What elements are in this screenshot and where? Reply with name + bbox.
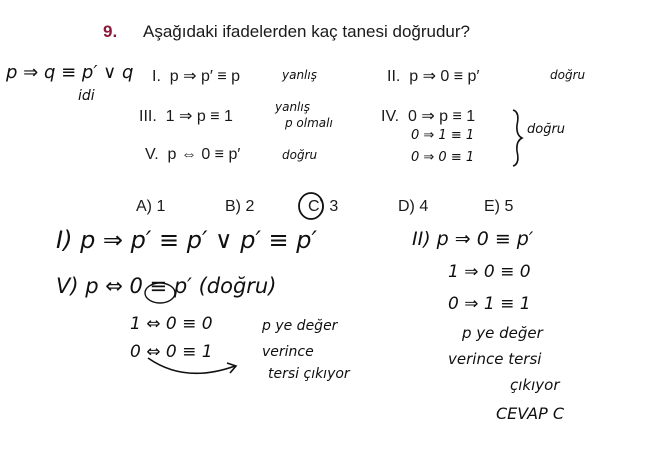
stmt4-brace — [513, 110, 522, 166]
work-ii-line1: 1 ⇒ 0 ≡ 0 — [448, 262, 531, 282]
option-a-value: 1 — [156, 198, 166, 215]
option-d-letter: D) — [398, 198, 415, 215]
stmt1-note: yanlış — [282, 68, 317, 82]
statement-2-roman: II. — [387, 68, 401, 85]
work-ii-line2: 0 ⇒ 1 ≡ 1 — [448, 294, 531, 314]
answer-circle — [299, 193, 323, 219]
statement-5-roman: V. — [145, 146, 159, 163]
stmt4-line2: 0 ⇒ 0 ≡ 1 — [411, 150, 475, 165]
work-ii-note-3: çıkıyor — [510, 376, 560, 394]
side-rule-note: idi — [78, 88, 95, 104]
stmt3-note-1: yanlış — [275, 100, 310, 114]
statement-4-roman: IV. — [381, 108, 400, 125]
work-ii-note-1: p ye değer — [462, 324, 543, 342]
side-rule: p ⇒ q ≡ p′ ∨ q — [6, 62, 134, 83]
work-v-line1: 1 ⇔ 0 ≡ 0 — [130, 314, 213, 334]
stmt4-note: doğru — [527, 122, 566, 137]
stmt2-note: doğru — [550, 68, 586, 82]
statement-3-expr: 1 ⇒ p ≡ 1 — [165, 108, 233, 125]
stmt4-line1: 0 ⇒ 1 ≡ 1 — [411, 128, 475, 143]
statement-1-expr: p ⇒ p′ ≡ p — [169, 68, 240, 85]
statement-5-expr: p ⇔ 0 ≡ p′ — [167, 146, 241, 163]
stmt3-note-2: p olmalı — [285, 116, 333, 130]
question-number: 9. — [103, 22, 118, 41]
stmt5-note: doğru — [282, 148, 318, 162]
option-b-letter: B) — [225, 198, 241, 215]
answer-note: CEVAP C — [496, 404, 564, 423]
work-v-line2: 0 ⇔ 0 ≡ 1 — [130, 342, 213, 362]
option-d-value: 4 — [419, 198, 429, 215]
statement-3-roman: III. — [139, 108, 157, 125]
work-ii-note-2: verince tersi — [448, 350, 542, 368]
work-ii: II) p ⇒ 0 ≡ p′ — [412, 228, 534, 250]
work-v-note-2: verince — [262, 344, 314, 360]
question-text: Aşağıdaki ifadelerden kaç tanesi doğrudur? — [143, 22, 470, 41]
option-a-letter: A) — [136, 198, 152, 215]
work-i: I) p ⇒ p′ ≡ p′ ∨ p′ ≡ p′ — [56, 226, 317, 254]
statement-2-expr: p ⇒ 0 ≡ p′ — [409, 68, 480, 85]
option-b-value: 2 — [245, 198, 255, 215]
statement-1-roman: I. — [152, 68, 161, 85]
work-v: V) p ⇔ 0 ≡ p′ (doğru) — [56, 274, 277, 298]
work-v-note-3: tersi çıkıyor — [268, 366, 350, 382]
option-e-letter: E) — [484, 198, 500, 215]
option-c-letter: C) — [308, 198, 325, 215]
statement-4-expr: 0 ⇒ p ≡ 1 — [407, 108, 476, 125]
option-e-value: 5 — [504, 198, 514, 215]
option-c-value: 3 — [329, 198, 339, 215]
work-v-note-1: p ye değer — [262, 318, 338, 334]
